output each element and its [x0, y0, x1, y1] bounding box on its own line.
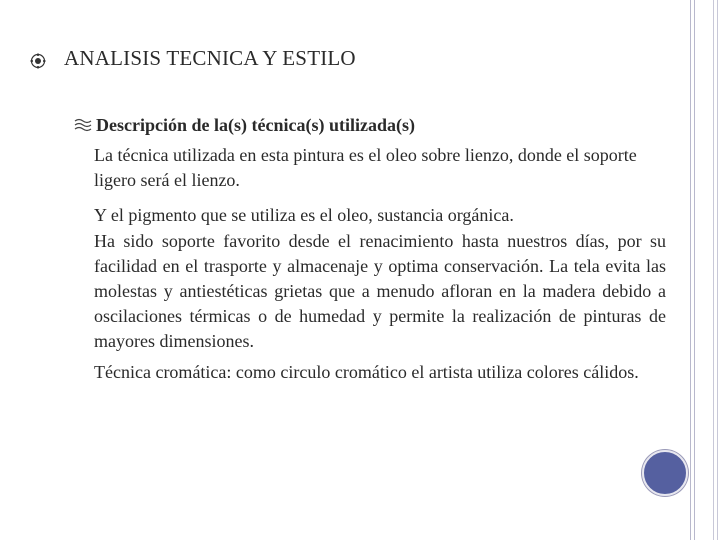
- decorative-circle: [642, 450, 688, 496]
- right-border-line: [690, 0, 691, 540]
- right-border-line: [713, 0, 714, 540]
- body-paragraph: Ha sido soporte favorito desde el renacimiento hasta nuestros días, por su facilidad en el trasporte y almacenaje y optima conservación. La tela evita las molestas y antiestéticas grietas que a menudo afloran en la madera debido a oscilaciones térmicas o de humedad y permite la realización de pinturas de mayores dimensiones.: [94, 231, 666, 351]
- slide-title: ANALISIS TECNICA Y ESTILO: [64, 46, 356, 70]
- wave-bullet-icon: [74, 118, 92, 132]
- body-paragraph: La técnica utilizada en esta pintura es el oleo sobre lienzo, donde el soporte ligero será el lienzo.: [94, 145, 637, 190]
- right-border-line: [694, 0, 695, 540]
- gear-bullet-icon: [30, 53, 46, 69]
- right-border-line: [717, 0, 718, 540]
- body-paragraph: Técnica cromática: como circulo cromático el artista utiliza colores cálidos.: [94, 362, 639, 382]
- section-subheading: Descripción de la(s) técnica(s) utilizada(s): [96, 115, 415, 135]
- body-paragraph: Y el pigmento que se utiliza es el oleo, sustancia orgánica.: [94, 205, 514, 225]
